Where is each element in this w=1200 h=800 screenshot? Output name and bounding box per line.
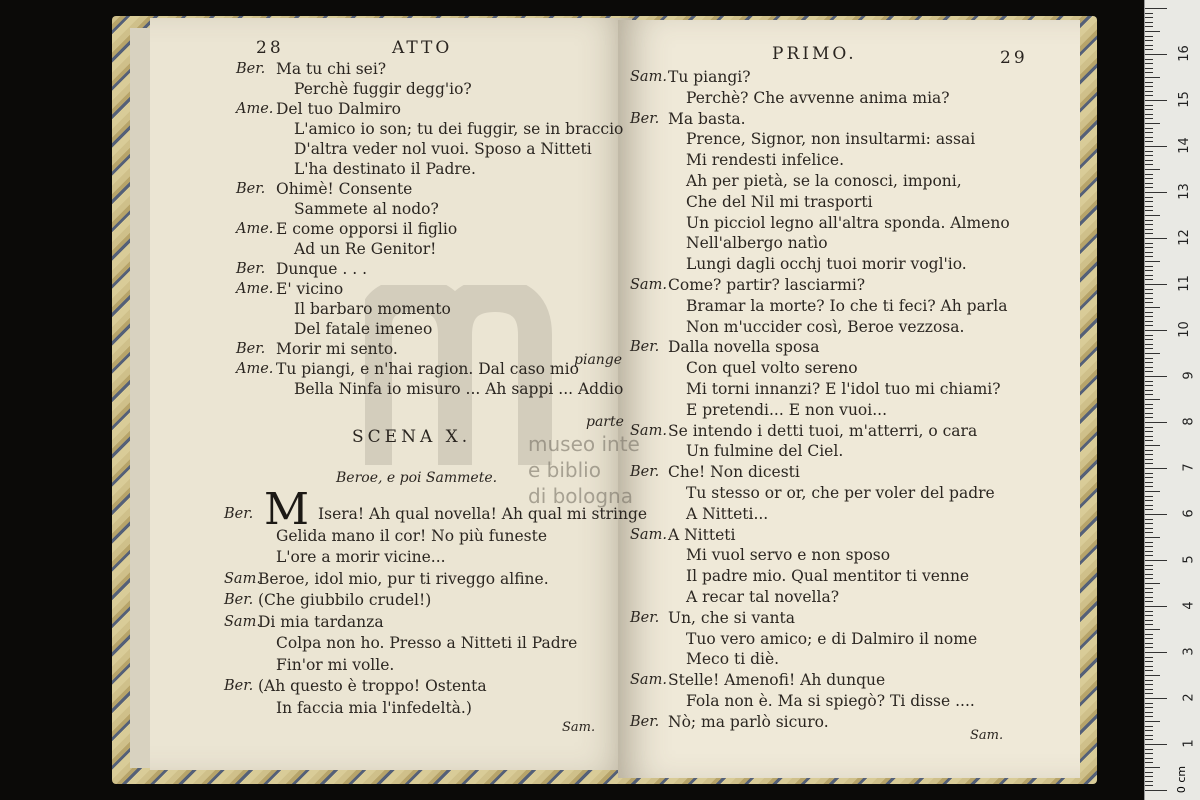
ruler-tick (1145, 321, 1153, 322)
ruler-tick (1145, 560, 1167, 561)
ruler-number: 15 (1177, 91, 1193, 108)
ruler-tick (1145, 224, 1153, 225)
ruler-tick (1145, 82, 1153, 83)
ruler-tick (1145, 730, 1153, 731)
ruler-tick (1145, 450, 1153, 451)
ruler-tick (1145, 684, 1153, 685)
verse-line: L'ore a morir vicine... (276, 548, 446, 566)
right-page-number: 29 (1000, 48, 1028, 68)
ruler-tick (1145, 26, 1153, 27)
verse-line: Un picciol legno all'altra sponda. Almeno (686, 213, 1010, 232)
ruler-tick (1145, 712, 1153, 713)
ruler-tick (1145, 275, 1153, 276)
ruler-tick (1145, 54, 1167, 55)
ruler-tick (1145, 735, 1153, 736)
ruler-tick (1145, 753, 1153, 754)
ruler-tick (1145, 491, 1160, 492)
ruler-tick (1145, 519, 1153, 520)
ruler-tick (1145, 417, 1153, 418)
speaker-label: Ber. (630, 110, 660, 127)
verse-line: (Ah questo è troppo! Ostenta (258, 677, 487, 695)
verse-line: D'altra veder nol vuoi. Sposo a Nitteti (294, 140, 592, 158)
ruler-tick (1145, 49, 1153, 50)
ruler-number: 11 (1177, 275, 1193, 292)
ruler-tick (1145, 229, 1153, 230)
verse-line: Che del Nil mi trasporti (686, 192, 873, 211)
verse-line: A recar tal novella? (686, 588, 840, 606)
ruler-tick (1145, 739, 1153, 740)
ruler-tick (1145, 496, 1153, 497)
verse-line: (Che giubbilo crudel!) (258, 591, 432, 609)
ruler-tick (1145, 643, 1153, 644)
verse-line: L'amico io son; tu dei fuggir, se in braccio (294, 120, 624, 138)
ruler-tick (1145, 298, 1153, 299)
ruler-tick (1145, 670, 1153, 671)
ruler-tick (1145, 707, 1153, 708)
ruler-tick (1145, 146, 1167, 147)
ruler-tick (1145, 542, 1153, 543)
ruler-tick (1145, 652, 1167, 653)
ruler-tick (1145, 629, 1160, 630)
ruler-number: 8 (1181, 417, 1197, 426)
ruler-tick (1145, 247, 1153, 248)
ruler-tick (1145, 509, 1153, 510)
ruler-tick (1145, 105, 1153, 106)
ruler-tick (1145, 36, 1153, 37)
ruler-tick (1145, 68, 1153, 69)
verse-line: Non m'uccider così, Beroe vezzosa. (686, 317, 965, 336)
watermark-text-2: e biblio (528, 458, 601, 482)
ruler-tick (1145, 726, 1153, 727)
verse-line: E come opporsi il figlio (276, 220, 458, 238)
ruler-tick (1145, 620, 1153, 621)
ruler-tick (1145, 569, 1153, 570)
ruler-tick (1145, 17, 1153, 18)
speaker-label: Sam. (630, 422, 667, 439)
verse-line: Un fulmine del Ciel. (686, 442, 844, 461)
ruler-tick (1145, 459, 1153, 460)
verse-line: Prence, Signor, non insultarmi: assai (686, 130, 976, 149)
ruler-tick (1145, 468, 1167, 469)
ruler-tick (1145, 500, 1153, 501)
ruler-tick (1145, 454, 1153, 455)
verse-line: Mi vuol servo e non sposo (686, 546, 891, 565)
verse-line: Il padre mio. Qual mentitor ti venne (686, 567, 970, 586)
scene-subtitle: Beroe, e poi Sammete. (336, 470, 498, 486)
ruler-tick (1145, 583, 1160, 584)
ruler-tick (1145, 381, 1153, 382)
ruler-tick (1145, 422, 1167, 423)
verse-line: Tu piangi, e n'hai ragion. Dal caso mio (276, 360, 579, 378)
ruler-tick (1145, 399, 1160, 400)
verse-line: Perchè fuggir degg'io? (294, 80, 472, 98)
ruler-tick (1145, 638, 1153, 639)
ruler-tick (1145, 440, 1153, 441)
verse-line: Morir mi sento. (276, 340, 398, 358)
speaker-label: Ame. (236, 101, 274, 117)
ruler-tick (1145, 261, 1160, 262)
ruler-tick (1145, 463, 1153, 464)
ruler-tick (1145, 160, 1153, 161)
ruler-number: 16 (1177, 45, 1193, 62)
verse-line: Ah per pietà, se la conosci, imponi, (686, 172, 962, 190)
watermark-text-1: museo inte (528, 432, 640, 456)
ruler-number: 4 (1181, 601, 1197, 610)
verse-line: Ad un Re Genitor! (294, 240, 437, 258)
ruler-tick (1145, 477, 1153, 478)
speaker-label: Ber. (224, 678, 254, 694)
verse-line: E' vicino (276, 280, 344, 298)
ruler-tick (1145, 532, 1153, 533)
ruler-tick (1145, 132, 1153, 133)
speaker-label: Sam. (630, 526, 667, 543)
ruler-tick (1145, 385, 1153, 386)
ruler-tick (1145, 601, 1153, 602)
verse-line: Sammete al nodo? (294, 200, 439, 218)
verse-line: Bramar la morte? Io che ti feci? Ah parla (686, 296, 1008, 315)
ruler-tick (1145, 151, 1153, 152)
right-catchword: Sam. (970, 728, 1004, 743)
ruler-tick (1145, 624, 1153, 625)
ruler-tick (1145, 289, 1153, 290)
verse-line: A Nitteti (668, 525, 736, 544)
ruler-tick (1145, 790, 1167, 791)
ruler-tick (1145, 427, 1153, 428)
ruler-tick (1145, 657, 1153, 658)
ruler-tick (1145, 689, 1153, 690)
ruler-tick (1145, 473, 1153, 474)
ruler-tick (1145, 698, 1167, 699)
stage-direction-parte: parte (586, 414, 624, 430)
verse-line: A Nitteti... (686, 504, 769, 523)
ruler-tick (1145, 744, 1167, 745)
verse-line: Lungi dagli occhj tuoi morir vogl'io. (686, 255, 967, 274)
ruler-tick (1145, 578, 1153, 579)
ruler-tick (1145, 164, 1153, 165)
speaker-label: Ber. (236, 341, 266, 357)
verse-line: Dunque . . . (276, 260, 368, 278)
ruler-tick (1145, 523, 1153, 524)
verse-line: Ma tu chi sei? (276, 60, 387, 78)
ruler-tick (1145, 201, 1153, 202)
ruler-tick (1145, 413, 1153, 414)
ruler-tick (1145, 316, 1153, 317)
ruler-tick (1145, 335, 1153, 336)
ruler-tick (1145, 716, 1153, 717)
speaker-label: Ber. (630, 464, 660, 481)
speaker-label: Ame. (236, 361, 274, 377)
ruler-tick (1145, 606, 1167, 607)
ruler-tick (1145, 169, 1160, 170)
ruler-tick (1145, 256, 1153, 257)
verse-line: Nell'albergo natìo (686, 234, 828, 253)
verse-line: L'ha destinato il Padre. (294, 160, 476, 178)
verse-line: Il barbaro momento (294, 300, 451, 318)
ruler-tick (1145, 312, 1153, 313)
ruler-tick (1145, 647, 1153, 648)
verse-line: Del fatale imeneo (294, 320, 433, 338)
ruler-tick (1145, 31, 1160, 32)
ruler-tick (1145, 353, 1160, 354)
ruler-tick (1145, 8, 1167, 9)
drop-cap: M (264, 484, 310, 535)
verse-line: Nò; ma parlò sicuro. (668, 712, 829, 731)
speaker-label: Ber. (630, 609, 660, 626)
ruler-tick (1145, 59, 1153, 60)
verse-line: Stelle! Amenofi! Ah dunque (668, 671, 886, 690)
left-catchword: Sam. (562, 720, 596, 735)
ruler-tick (1145, 565, 1153, 566)
verse-line: Bella Ninfa io misuro ... Ah sappi ... Addio (294, 380, 624, 398)
ruler-tick (1145, 238, 1167, 239)
verse-line: Un, che si vanta (668, 608, 795, 627)
speaker-label: Ber. (630, 713, 660, 730)
ruler-tick (1145, 91, 1153, 92)
ruler-tick (1145, 22, 1153, 23)
ruler-tick (1145, 546, 1153, 547)
speaker-label: Ber. (236, 181, 266, 197)
ruler-tick (1145, 611, 1153, 612)
ruler-tick (1145, 767, 1160, 768)
ruler-tick (1145, 266, 1153, 267)
ruler-tick (1145, 394, 1153, 395)
ruler-tick (1145, 445, 1160, 446)
ruler-tick (1145, 597, 1153, 598)
ruler-tick (1145, 661, 1153, 662)
ruler-tick (1145, 376, 1167, 377)
verse-line: Colpa non ho. Presso a Nitteti il Padre (276, 634, 578, 652)
ruler-tick (1145, 693, 1153, 694)
ruler-tick (1145, 325, 1153, 326)
verse-line: Isera! Ah qual novella! Ah qual mi stringe (318, 505, 648, 523)
ruler-tick (1145, 279, 1153, 280)
ruler-tick (1145, 284, 1167, 285)
ruler-tick (1145, 781, 1153, 782)
ruler-tick (1145, 537, 1160, 538)
ruler-tick (1145, 514, 1167, 515)
speaker-label: Sam. (630, 672, 667, 689)
ruler-tick (1145, 436, 1153, 437)
ruler-tick (1145, 13, 1153, 14)
verse-line: E pretendi... E non vuoi... (686, 400, 887, 419)
left-page-number: 28 (256, 38, 284, 58)
ruler-number: 13 (1177, 183, 1193, 200)
ruler-tick (1145, 721, 1160, 722)
ruler-tick (1145, 293, 1153, 294)
ruler-tick (1145, 192, 1167, 193)
ruler-tick (1145, 555, 1153, 556)
ruler-tick (1145, 785, 1153, 786)
ruler-tick (1145, 183, 1153, 184)
ruler-tick (1145, 95, 1153, 96)
ruler-tick (1145, 114, 1153, 115)
ruler-tick (1145, 252, 1153, 253)
ruler-tick (1145, 634, 1153, 635)
speaker-label: Ber. (224, 592, 254, 608)
ruler-tick (1145, 362, 1153, 363)
ruler-tick (1145, 206, 1153, 207)
ruler-tick (1145, 330, 1167, 331)
ruler-tick (1145, 551, 1153, 552)
ruler-number: 3 (1181, 647, 1197, 656)
left-running-head: ATTO (392, 38, 453, 58)
ruler-tick (1145, 197, 1153, 198)
verse-line: In faccia mia l'infedeltà.) (276, 698, 472, 717)
scene-title: SCENA X. (352, 427, 472, 447)
ruler-tick (1145, 574, 1153, 575)
ruler-tick (1145, 749, 1153, 750)
verse-line: Come? partir? lasciarmi? (668, 276, 866, 294)
verse-line: Se intendo i detti tuoi, m'atterri, o cara (668, 421, 978, 440)
speaker-label: Ber. (630, 339, 660, 356)
verse-line: Tu stesso or or, che per voler del padre (686, 484, 995, 502)
ruler-tick (1145, 77, 1160, 78)
ruler-tick (1145, 371, 1153, 372)
speaker-label: Sam. (630, 69, 667, 85)
ruler-number: 7 (1181, 463, 1197, 472)
ruler-tick (1145, 408, 1153, 409)
verse-line: Di mia tardanza (258, 612, 384, 631)
ruler-tick (1145, 100, 1167, 101)
ruler-tick (1145, 178, 1153, 179)
verse-line: Ma basta. (668, 109, 746, 128)
ruler-tick (1145, 592, 1153, 593)
verse-line: Mi torni innanzi? E l'idol tuo mi chiami? (686, 380, 1001, 398)
verse-line: Beroe, idol mio, pur ti riveggo alfine. (258, 569, 549, 588)
ruler-tick (1145, 367, 1153, 368)
ruler-number: 14 (1177, 137, 1193, 154)
verse-line: Tuo vero amico; e di Dalmiro il nome (686, 629, 978, 648)
ruler-tick (1145, 118, 1153, 119)
speaker-label: Sam. (224, 570, 261, 587)
verse-line: Ohimè! Consente (276, 180, 413, 198)
ruler-tick (1145, 431, 1153, 432)
verse-line: Fin'or mi volle. (276, 655, 395, 674)
ruler-tick (1145, 141, 1153, 142)
ruler-number: 5 (1181, 555, 1197, 564)
verse-line: Tu piangi? (668, 68, 751, 86)
ruler-tick (1145, 680, 1153, 681)
ruler-tick (1145, 482, 1153, 483)
ruler-tick (1145, 358, 1153, 359)
ruler-tick (1145, 528, 1153, 529)
ruler-tick (1145, 215, 1160, 216)
verse-line: Meco ti diè. (686, 650, 780, 669)
speaker-label: Ber. (236, 61, 266, 77)
ruler-tick (1145, 210, 1153, 211)
ruler-tick (1145, 45, 1153, 46)
ruler-number: 9 (1181, 371, 1197, 380)
ruler-tick (1145, 404, 1153, 405)
ruler-number: 6 (1181, 509, 1197, 518)
ruler-tick (1145, 758, 1153, 759)
ruler-tick (1145, 233, 1153, 234)
ruler-tick (1145, 86, 1153, 87)
stage-direction-piange: piange (574, 352, 623, 368)
ruler-tick (1145, 123, 1160, 124)
ruler-tick (1145, 128, 1153, 129)
verse-line: Perchè? Che avvenne anima mia? (686, 88, 950, 107)
ruler-number: 1 (1181, 739, 1197, 748)
right-running-head: PRIMO. (772, 44, 857, 64)
speaker-label: Sam. (224, 613, 261, 630)
speaker-label: Ame. (236, 221, 274, 237)
ruler-tick (1145, 109, 1153, 110)
ruler-number: 10 (1177, 321, 1193, 338)
ruler-tick (1145, 302, 1153, 303)
ruler-tick (1145, 270, 1153, 271)
measuring-ruler (1144, 0, 1200, 800)
speaker-label: Ber. (236, 261, 266, 277)
ruler-tick (1145, 675, 1160, 676)
ruler-tick (1145, 339, 1153, 340)
ruler-tick (1145, 703, 1153, 704)
ruler-number: 2 (1181, 693, 1197, 702)
ruler-tick (1145, 776, 1153, 777)
verse-line: Gelida mano il cor! No più funeste (276, 526, 548, 545)
ruler-tick (1145, 615, 1153, 616)
verse-line: Mi rendesti infelice. (686, 151, 845, 170)
speaker-label: Sam. (630, 277, 667, 293)
ruler-tick (1145, 155, 1153, 156)
watermark-text-3: di bologna (528, 484, 633, 508)
ruler-tick (1145, 137, 1153, 138)
ruler-tick (1145, 390, 1153, 391)
ruler-tick (1145, 63, 1153, 64)
verse-line: Con quel volto sereno (686, 359, 858, 378)
ruler-number: 12 (1177, 229, 1193, 246)
ruler-tick (1145, 40, 1153, 41)
ruler-unit: 0 cm (1174, 765, 1188, 794)
speaker-label: Ame. (236, 281, 274, 297)
speaker-label: Ber. (224, 506, 254, 522)
ruler-tick (1145, 762, 1153, 763)
verse-line: Fola non è. Ma si spiegò? Ti disse .... (686, 692, 975, 710)
ruler-tick (1145, 505, 1153, 506)
ruler-tick (1145, 174, 1153, 175)
ruler-tick (1145, 307, 1160, 308)
ruler-tick (1145, 486, 1153, 487)
ruler-tick (1145, 588, 1153, 589)
verse-line: Del tuo Dalmiro (276, 100, 401, 118)
ruler-tick (1145, 243, 1153, 244)
verse-line: Che! Non dicesti (668, 463, 800, 482)
ruler-tick (1145, 344, 1153, 345)
ruler-tick (1145, 772, 1153, 773)
ruler-tick (1145, 187, 1153, 188)
ruler-tick (1145, 666, 1153, 667)
verse-line: Dalla novella sposa (668, 338, 820, 357)
ruler-tick (1145, 72, 1153, 73)
ruler-tick (1145, 348, 1153, 349)
ruler-tick (1145, 220, 1153, 221)
